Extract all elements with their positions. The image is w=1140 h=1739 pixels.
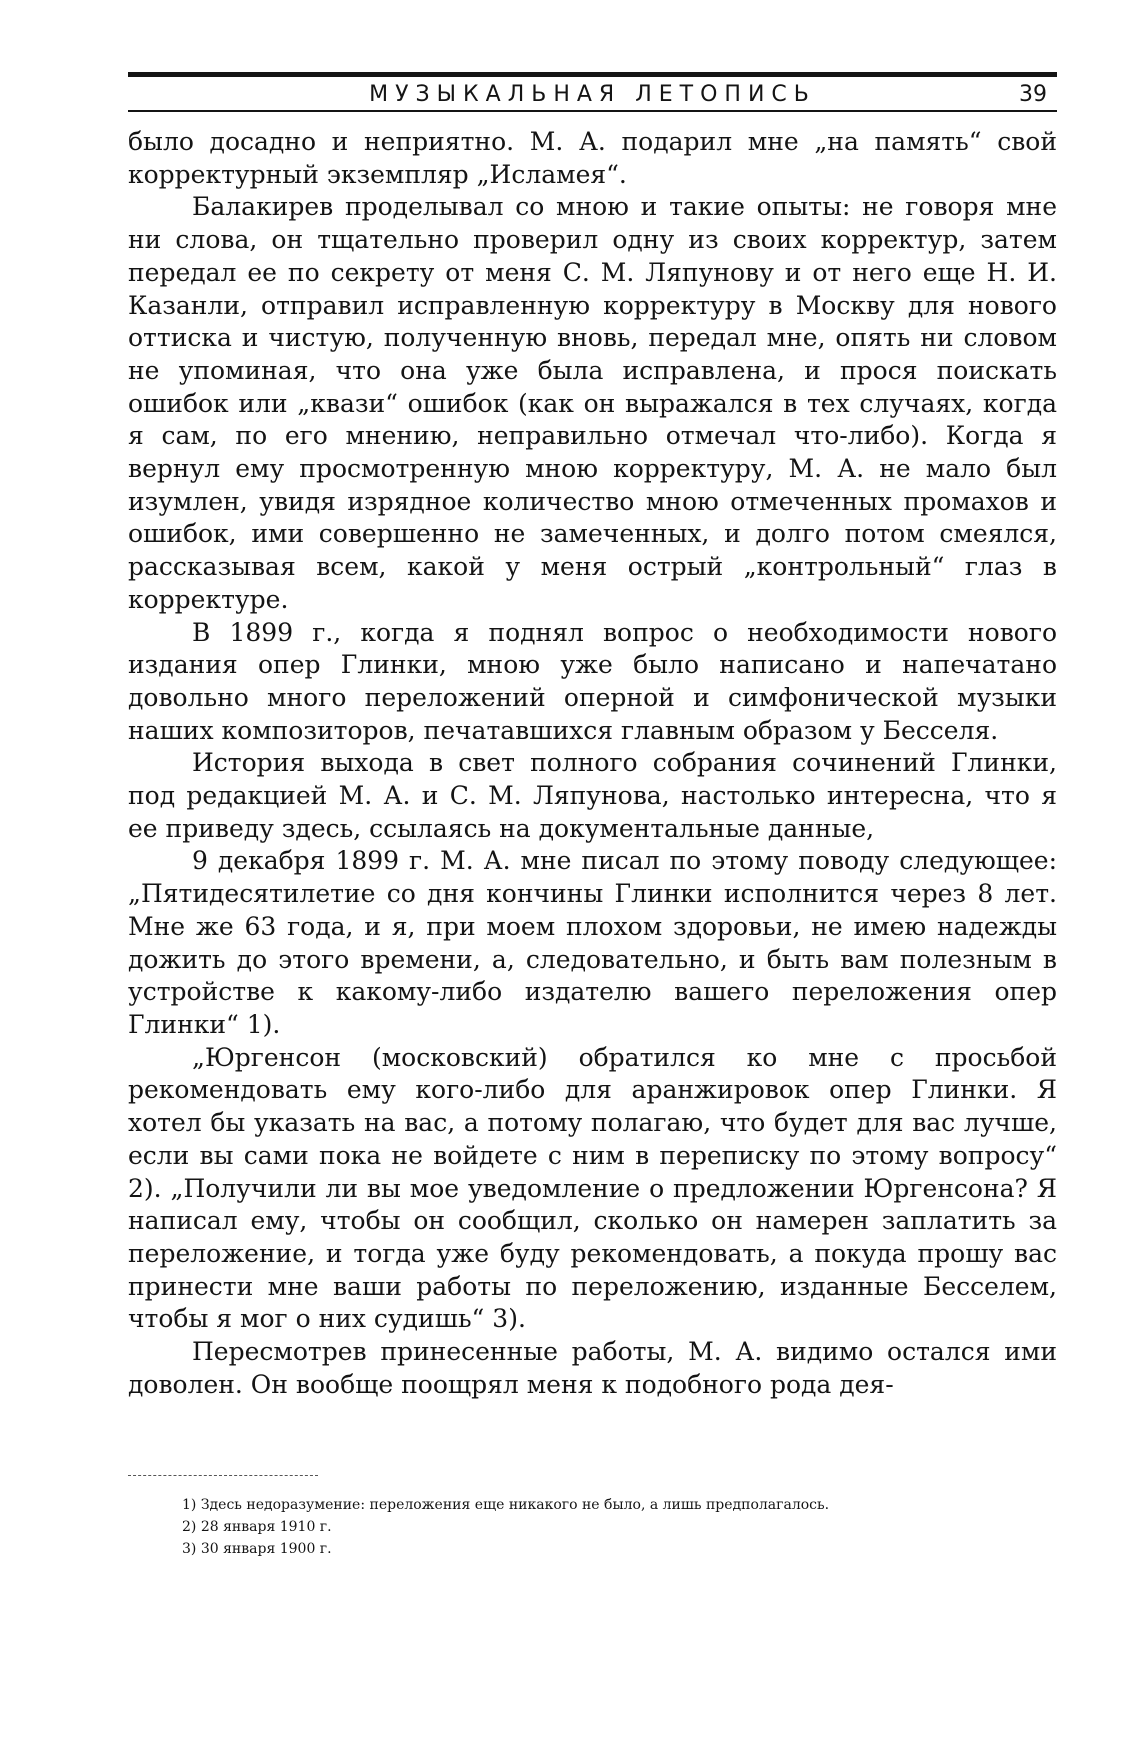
paragraph: История выхода в свет полного собрания сочинений Глинки, под редакцией М. А. и С. М. Ляпунова, настолько интересна, что я ее приведу здесь, ссылаясь на документальные данные,: [128, 748, 1057, 843]
paragraph: „Юргенсон (московский) обратился ко мне с просьбой рекомендовать ему кого-либо для аранжировок опер Глинки. Я хотел бы указать на вас, а потому полагаю, что будет для вас лучше, если вы сами пока не войдете с ним в переписку по этому вопросу“ 2). „Получили ли вы мое уведомление о предложении Юргенсона? Я написал ему, чтобы он сообщил, сколько он намерен заплатить за переложение, и тогда уже буду рекомендовать, а покуда прошу вас принести мне ваши работы по переложению, изданные Бесселем, чтобы я мог о них судишь“ 3).: [128, 1042, 1057, 1334]
footnotes: [182, 1494, 1057, 1560]
paragraph: Пересмотрев принесенные работы, М. А. видимо остался ими доволен. Он вообще поощрял меня к подобного рода дея-: [128, 1337, 1057, 1399]
paragraph: 9 декабря 1899 г. М. А. мне писал по этому поводу следующее: „Пятидесятилетие со дня кончины Глинки исполнится через 8 лет. Мне же 63 года, и я, при моем плохом здоровьи, не имею надежды дожить до этого времени, а, следовательно, и быть вам полезным в устройстве к какому-либо издателю вашего переложения опер Глинки“ 1).: [128, 846, 1057, 1039]
page-number: 39: [1019, 82, 1047, 107]
running-title: МУЗЫКАЛЬНАЯ ЛЕТОПИСЬ: [369, 82, 816, 107]
footnote: 2) 28 января 1910 г.: [182, 1519, 332, 1535]
footnote-separator: [128, 1475, 318, 1476]
paragraph: Балакирев проделывал со мною и такие опыты: не говоря мне ни слова, он тщательно проверил одну из своих корректур, затем передал ее по секрету от меня С. М. Ляпунову и от него еще Н. И. Казанли, отправил исправленную корректуру в Москву для нового оттиска и чистую, полученную вновь, передал мне, опять ни словом не упоминая, что она уже была исправлена, и прося поискать ошибок или „квази“ ошибок (как он выражался в тех случаях, когда я сам, по его мнению, неправильно отмечал что-либо). Когда я вернул ему просмотренную мною корректуру, М. А. не мало был изумлен, увидя изрядное количество мною отмеченных промахов и ошибок, ими совершенно не замеченных, и долго потом смеялся, рассказывая всем, какой у меня острый „контрольный“ глаз в корректуре.: [128, 192, 1057, 614]
footnote: 1) Здесь недоразумение: переложения еще никакого не было, а лишь предполагалось.: [182, 1497, 830, 1513]
paragraph: В 1899 г., когда я поднял вопрос о необходимости нового издания опер Глинки, мною уже было написано и напечатано довольно много переложений оперной и симфонической музыки наших композиторов, печатавшихся главным образом у Бесселя.: [128, 617, 1057, 745]
footnote: 3) 30 января 1900 г.: [182, 1541, 332, 1557]
paragraph: было досадно и неприятно. М. А. подарил мне „на память“ свой корректурный экземпляр „Исламея“.: [128, 127, 1057, 189]
page-header: [128, 72, 1057, 112]
main-text: [128, 126, 1057, 1401]
